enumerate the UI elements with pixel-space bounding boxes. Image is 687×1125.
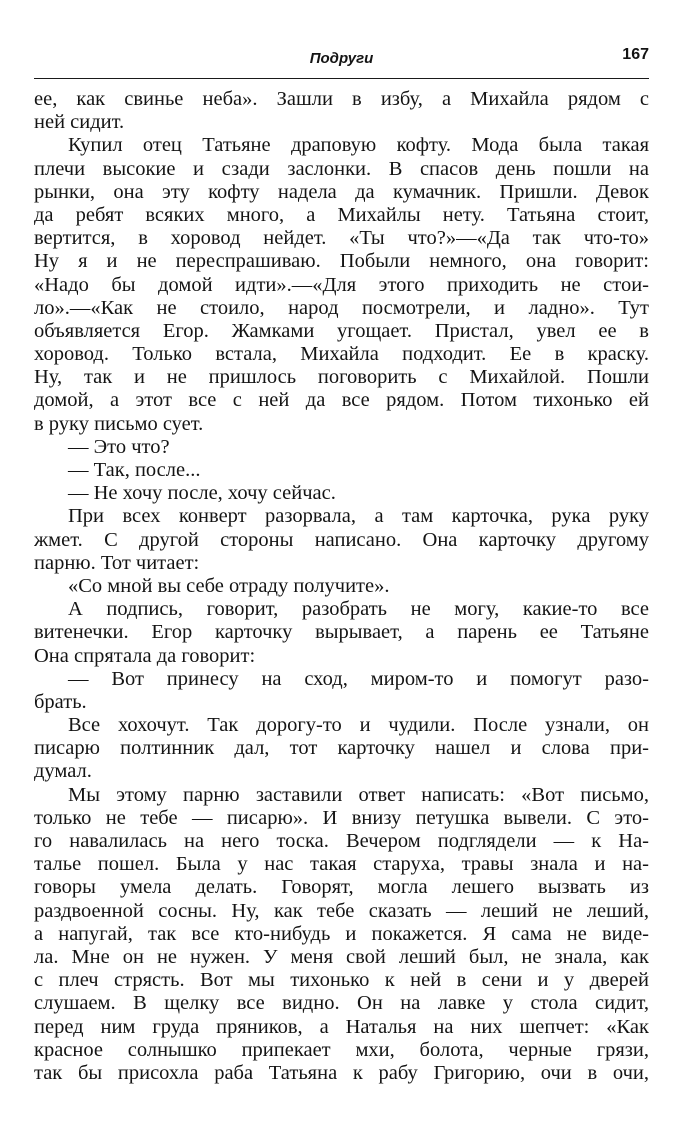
text-line: слушаем. В щелку все видно. Он на лавке у стола сидит, xyxy=(34,992,649,1015)
text-line: плечи высокие и сзади заслонки. В спасов день пошли на xyxy=(34,157,649,180)
text-line: так бы присохла раба Татьяна к рабу Григорию, очи в очи, xyxy=(34,1061,649,1084)
text-line: Купил отец Татьяне драповую кофту. Мода была такая xyxy=(68,134,649,157)
text-line: го навалилась на него тоска. Вечером подглядели — к На- xyxy=(34,830,649,852)
text-line: Мы этому парню заставили ответ написать: «Вот письмо, xyxy=(68,783,649,806)
text-line: думал. xyxy=(34,760,92,783)
text-line: ней сидит. xyxy=(34,111,125,134)
text-line: жмет. С другой стороны написано. Она карточку другому xyxy=(34,528,649,551)
text-line: с плеч стрясть. Вот мы тихонько к ней в сени и у дверей xyxy=(34,969,649,992)
text-line: «Надо бы домой идти».—«Для этого приходить не стои- xyxy=(34,273,649,296)
text-line: При всех конверт разорвала, а там карточка, рука руку xyxy=(68,505,649,528)
text-line: Ну я и не переспрашиваю. Побыли немного, она говорит: xyxy=(34,250,649,273)
text-line: ла. Мне он не нужен. У меня свой леший был, не знала, как xyxy=(34,945,649,968)
text-line: да ребят всяких много, а Михайлы нету. Татьяна стоит, xyxy=(34,203,649,226)
running-header xyxy=(34,40,649,79)
text-line: в руку письмо сует. xyxy=(34,412,204,435)
text-line: Она спрятала да говорит: xyxy=(34,644,256,667)
text-line: А подпись, говорит, разобрать не могу, какие-то все xyxy=(68,598,649,621)
text-line: говоры умела делать. Говорят, могла лешего вызвать из xyxy=(34,876,649,899)
text-line: «Со мной вы себе отраду получите». xyxy=(68,574,390,597)
text-line: красное солнышко припекает мхи, болота, черные грязи, xyxy=(34,1038,649,1061)
page-number: 167 xyxy=(622,46,649,63)
text-line: писарю полтинник дал, тот карточку нашел и слова при- xyxy=(34,737,649,760)
body-text xyxy=(34,88,649,1085)
text-line: — Вот принесу на сход, миром-то и помогут разо- xyxy=(68,667,649,690)
text-line: витенечки. Егор карточку вырывает, а парень ее Татьяне xyxy=(34,621,649,644)
text-line: — Так, после... xyxy=(68,459,201,481)
text-line: хоровод. Только встала, Михайла подходит. Ее в краску. xyxy=(34,343,649,366)
text-line: перед ним груда пряников, а Наталья на них шепчет: «Как xyxy=(34,1015,649,1038)
text-line: раздвоенной сосны. Ну, как тебе сказать — леший не леший, xyxy=(34,899,649,922)
text-line: ее, как свинье неба». Зашли в избу, а Михайла рядом с xyxy=(34,88,649,110)
text-line: — Это что? xyxy=(68,435,170,458)
text-line: а напугай, так все кто-нибудь и покажется. Я сама не виде- xyxy=(34,922,649,945)
text-line: вертится, в хоровод нейдет. «Ты что?»—«Да так что-то» xyxy=(34,227,649,250)
running-title: Подруги xyxy=(309,50,374,67)
text-line: талье пошел. Была у нас такая старуха, травы знала и на- xyxy=(34,853,649,876)
text-line: только не тебе — писарю». И внизу петушка вывели. С это- xyxy=(34,806,649,829)
text-line: — Не хочу после, хочу сейчас. xyxy=(68,482,336,505)
text-line: объявляется Егор. Жамками угощает. Пристал, увел ее в xyxy=(34,319,649,342)
text-line: Ну, так и не пришлось поговорить с Михайлой. Пошли xyxy=(34,366,649,389)
text-line: домой, а этот все с ней да все рядом. Потом тихонько ей xyxy=(34,389,649,412)
text-line: Все хохочут. Так дорогу-то и чудили. После узнали, он xyxy=(68,714,649,737)
text-line: парню. Тот читает: xyxy=(34,551,200,574)
text-line: ло».—«Как не стоило, народ посмотрели, и ладно». Тут xyxy=(34,296,649,319)
text-line: рынки, она эту кофту надела да кумачник. Пришли. Девок xyxy=(34,180,649,203)
text-line: брать. xyxy=(34,690,87,713)
